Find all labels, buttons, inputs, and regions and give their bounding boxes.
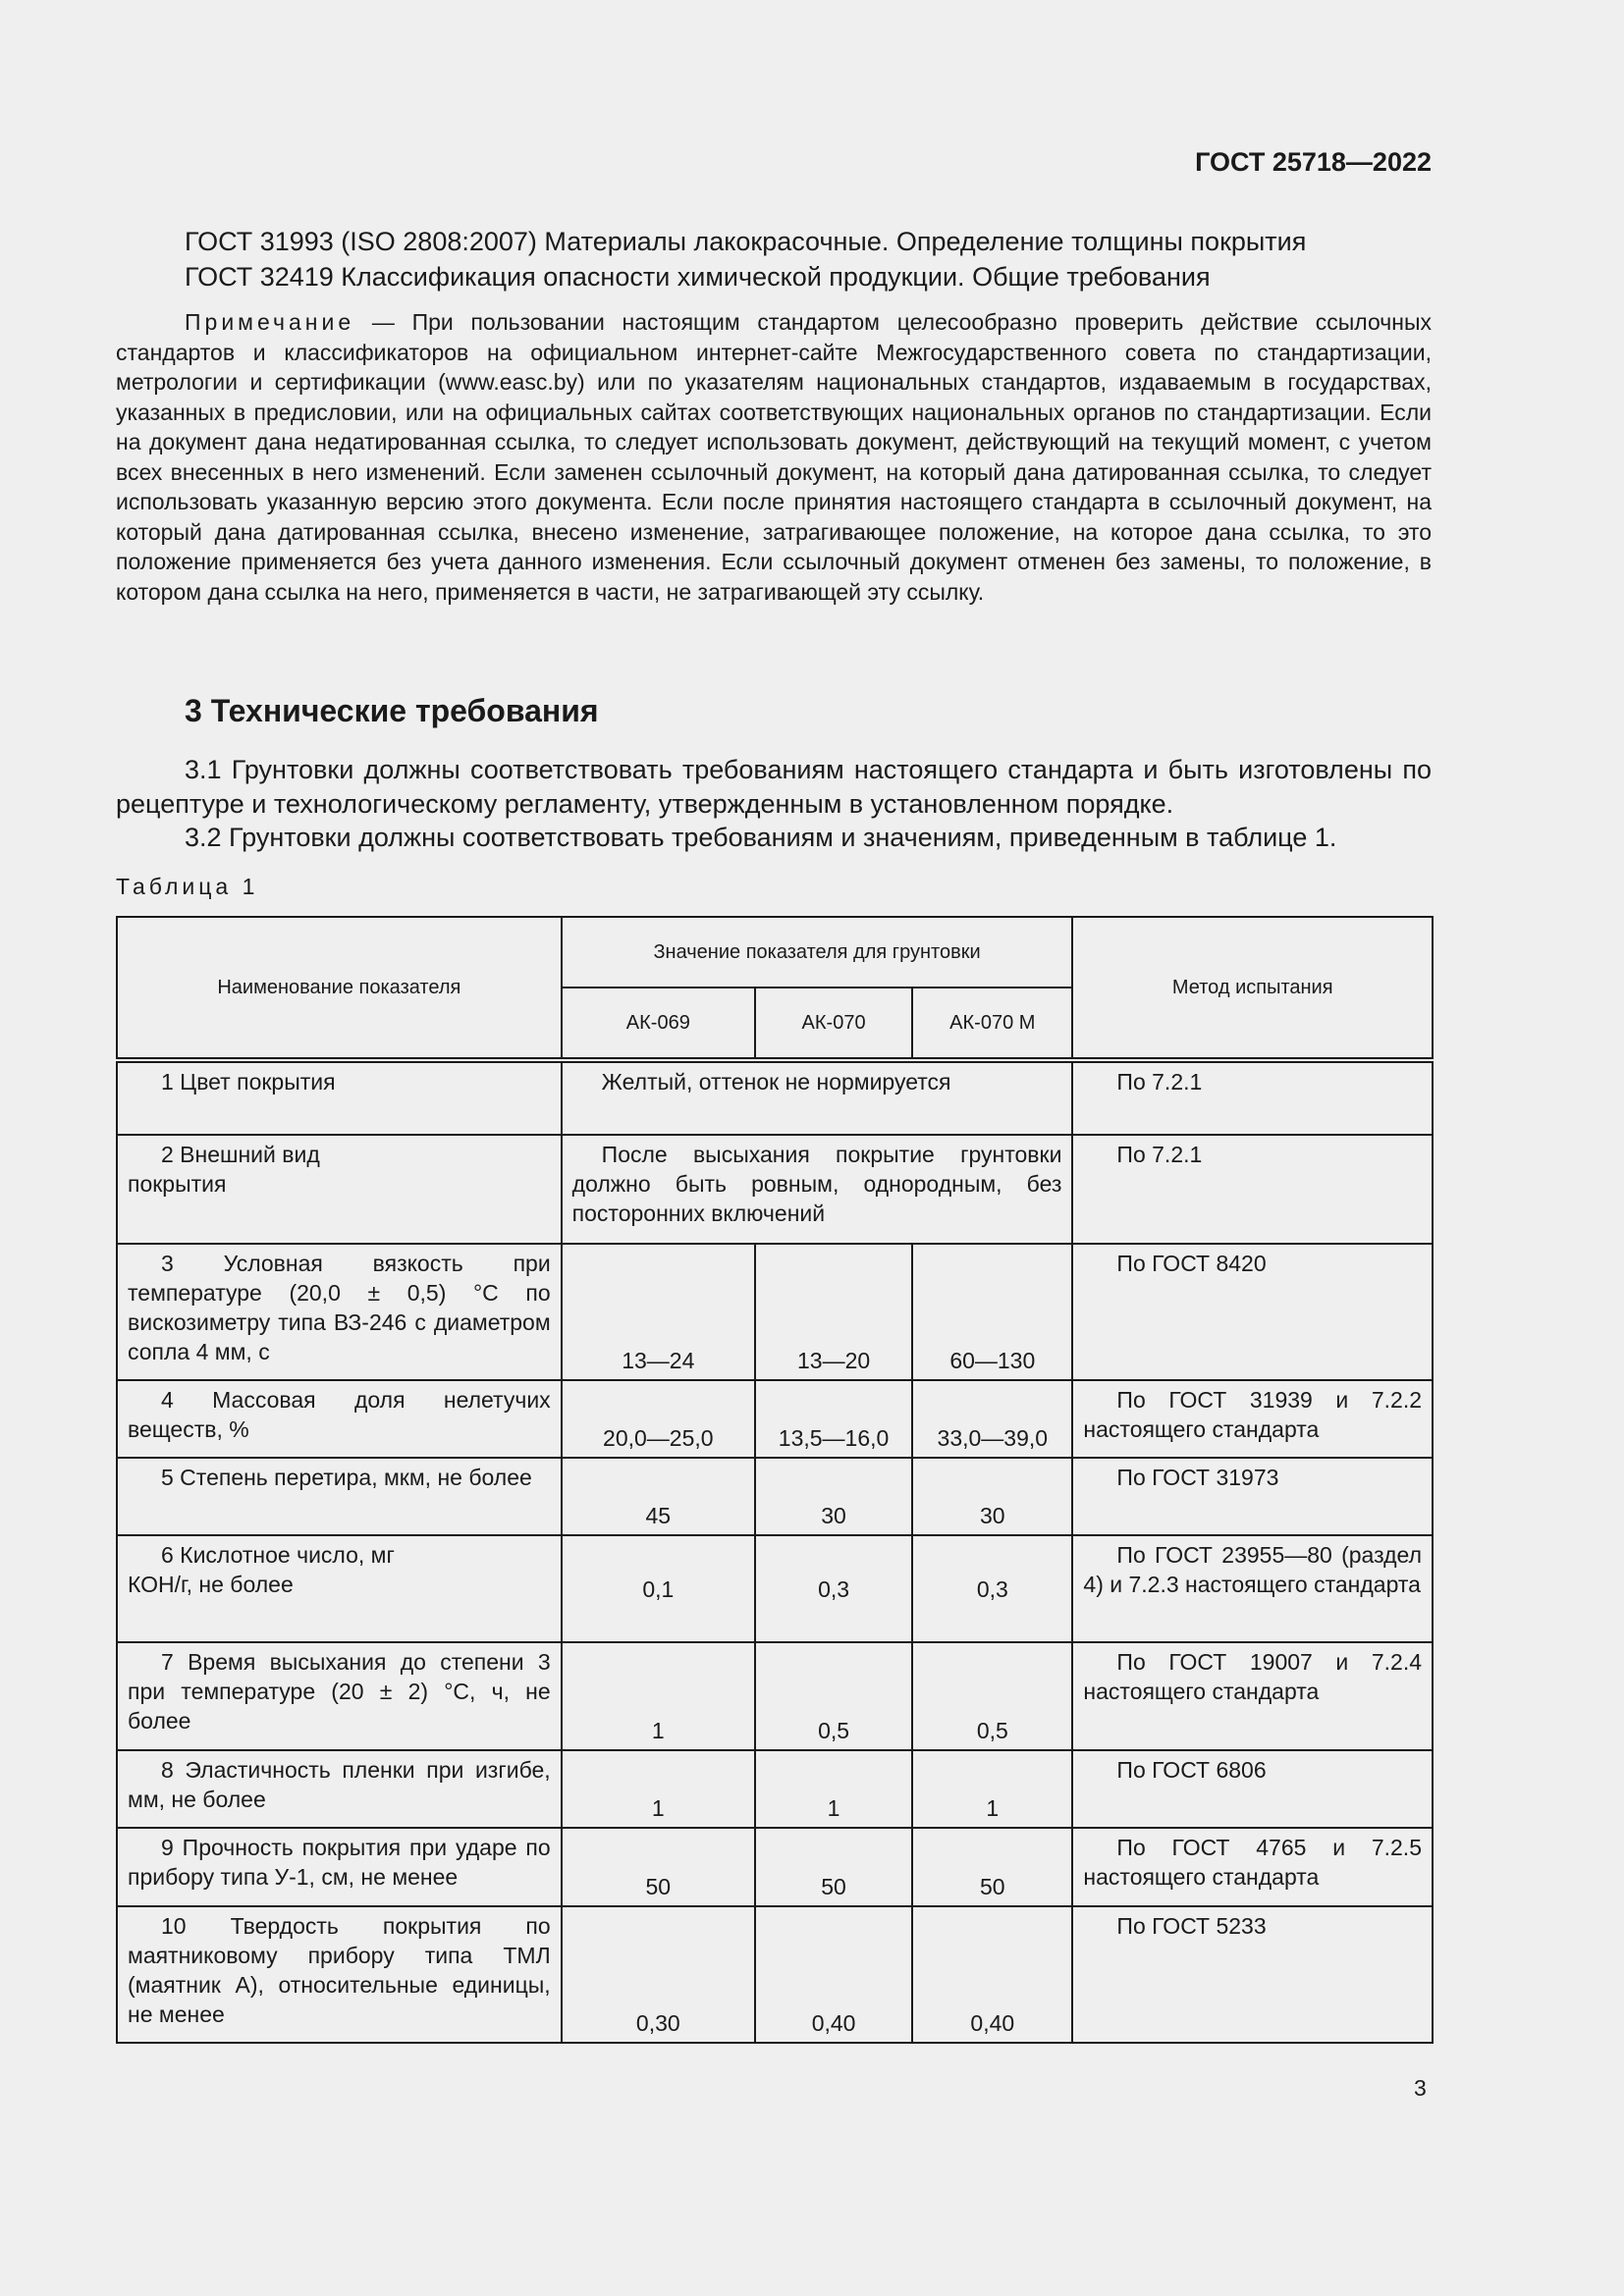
row-method: По ГОСТ 4765 и 7.2.5 настоящего стандарта — [1072, 1828, 1433, 1906]
row-method: По ГОСТ 31939 и 7.2.2 настоящего стандарта — [1072, 1380, 1433, 1458]
row-name: 7 Время высыхания до степени 3 при температуре (20 ± 2) °С, ч, не более — [117, 1642, 562, 1750]
section-title: 3 Технические требования — [185, 693, 599, 728]
row-value: 1 — [562, 1642, 755, 1750]
row-method: По ГОСТ 6806 — [1072, 1750, 1433, 1828]
row-value: 33,0—39,0 — [912, 1380, 1072, 1458]
row-name: 5 Степень перетира, мкм, не более — [117, 1458, 562, 1535]
table-row — [117, 1750, 1433, 1828]
row-method: По ГОСТ 31973 — [1072, 1458, 1433, 1535]
note-text: — При пользовании настоящим стандартом целесообразно проверить действие ссылочных стандартов и классификаторов на официальном интернет-сайте Межгосударственного совета по стандартизации, метрологии и сертификации (www.easc.by) или по указателям национальных стандартов, издаваемым в государствах, указанных в предисловии, или на официальных сайтах соответствующих национальных органов по стандартизации. Если на документ дана недатированная ссылка, то следует использовать документ, действующий на текущий момент, с учетом всех внесенных в него изменений. Если заменен ссылочный документ, на который дана датированная ссылка, то следует использовать указанную версию этого документа. Если после принятия настоящего стандарта в ссылочный документ, на который дана датированная ссылка, внесено изменение, затрагивающее положение, на которое дана ссылка, то это положение применяется без учета данного изменения. Если ссылочный документ отменен без замены, то положение, в котором дана ссылка на него, применяется в части, не затрагивающей эту ссылку. — [116, 309, 1432, 605]
row-value: 1 — [755, 1750, 912, 1828]
note-paragraph — [116, 307, 1432, 607]
row-value: 50 — [562, 1828, 755, 1906]
header-name: Наименование показателя — [117, 917, 562, 1060]
row-value: 0,40 — [912, 1906, 1072, 2043]
row-span-value: После высыхания покрытие грунтовки должно быть ровным, однородным, без посторонних включений — [562, 1135, 1073, 1244]
table-row — [117, 1642, 1433, 1750]
paragraph-3-1: 3.1 Грунтовки должны соответствовать требованиям настоящего стандарта и быть изготовлены по рецептуре и технологическому регламенту, утвержденным в установленном порядке. — [116, 755, 1432, 819]
row-value: 0,5 — [755, 1642, 912, 1750]
row-value: 1 — [912, 1750, 1072, 1828]
header-value-group: Значение показателя для грунтовки — [562, 917, 1073, 988]
row-value: 30 — [755, 1458, 912, 1535]
row-value: 45 — [562, 1458, 755, 1535]
row-name: 9 Прочность покрытия при ударе по прибору типа У-1, см, не менее — [117, 1828, 562, 1906]
table-row — [117, 1060, 1433, 1135]
header-grade: АК-070 — [755, 988, 912, 1060]
row-value: 0,30 — [562, 1906, 755, 2043]
note-label: Примечание — [185, 309, 355, 335]
row-value: 20,0—25,0 — [562, 1380, 755, 1458]
row-name: 2 Внешний вид покрытия — [117, 1135, 562, 1244]
table-body — [117, 1060, 1433, 2043]
row-value: 0,40 — [755, 1906, 912, 2043]
header-grade: АК-070 М — [912, 988, 1072, 1060]
references-list — [185, 224, 1441, 294]
row-value: 0,5 — [912, 1642, 1072, 1750]
row-value: 13—20 — [755, 1244, 912, 1380]
table-header — [117, 917, 1433, 1060]
row-span-value: Желтый, оттенок не нормируется — [562, 1060, 1073, 1135]
requirements-table — [116, 916, 1434, 2044]
row-method: По 7.2.1 — [1072, 1135, 1433, 1244]
row-value: 60—130 — [912, 1244, 1072, 1380]
row-value: 1 — [562, 1750, 755, 1828]
row-method: По ГОСТ 23955—80 (раздел 4) и 7.2.3 настоящего стандарта — [1072, 1535, 1433, 1642]
table-row — [117, 1828, 1433, 1906]
table-caption: Таблица 1 — [116, 874, 259, 899]
row-value: 13—24 — [562, 1244, 755, 1380]
table-row — [117, 1535, 1433, 1642]
row-name: 6 Кислотное число, мг КОН/г, не более — [117, 1535, 562, 1642]
row-name: 1 Цвет покрытия — [117, 1060, 562, 1135]
row-name: 10 Твердость покрытия по маятниковому прибору типа ТМЛ (маятник А), относительные единицы, не менее — [117, 1906, 562, 2043]
table-row — [117, 1244, 1433, 1380]
row-method: По ГОСТ 8420 — [1072, 1244, 1433, 1380]
table-row — [117, 1906, 1433, 2043]
row-name: 3 Условная вязкость при температуре (20,0 ± 0,5) °С по вискозиметру типа ВЗ-246 с диаметром сопла 4 мм, с — [117, 1244, 562, 1380]
row-method: По ГОСТ 19007 и 7.2.4 настоящего стандарта — [1072, 1642, 1433, 1750]
row-value: 0,3 — [755, 1535, 912, 1642]
header-method: Метод испытания — [1072, 917, 1433, 1060]
document-header-id: ГОСТ 25718—2022 — [1195, 147, 1432, 177]
row-value: 50 — [755, 1828, 912, 1906]
row-value: 13,5—16,0 — [755, 1380, 912, 1458]
row-name: 4 Массовая доля нелетучих веществ, % — [117, 1380, 562, 1458]
page-number: 3 — [1414, 2075, 1427, 2101]
row-method: По ГОСТ 5233 — [1072, 1906, 1433, 2043]
paragraph-3-2: 3.2 Грунтовки должны соответствовать требованиям и значениям, приведенным в таблице 1. — [185, 823, 1337, 852]
reference-item: ГОСТ 32419 Классификация опасности химической продукции. Общие требования — [185, 262, 1211, 292]
row-value: 0,1 — [562, 1535, 755, 1642]
table-row — [117, 1135, 1433, 1244]
reference-item: ГОСТ 31993 (ISO 2808:2007) Материалы лакокрасочные. Определение толщины покрытия — [185, 227, 1307, 256]
table-row — [117, 1380, 1433, 1458]
row-value: 0,3 — [912, 1535, 1072, 1642]
row-value: 50 — [912, 1828, 1072, 1906]
table-row — [117, 1458, 1433, 1535]
row-value: 30 — [912, 1458, 1072, 1535]
row-name: 8 Эластичность пленки при изгибе, мм, не более — [117, 1750, 562, 1828]
row-method: По 7.2.1 — [1072, 1060, 1433, 1135]
header-grade: АК-069 — [562, 988, 755, 1060]
